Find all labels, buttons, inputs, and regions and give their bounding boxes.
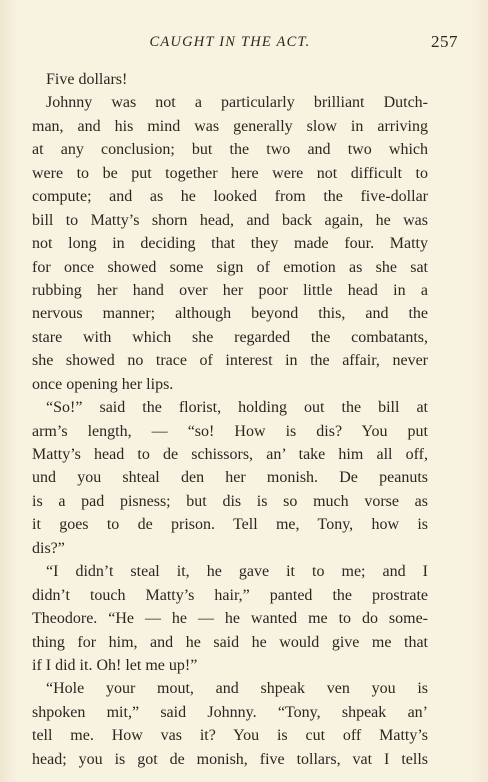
text-line: “So!” said the florist, holding out the bill at (46, 399, 428, 417)
text-line: “I didn’t steal it, he gave it to me; and I (46, 563, 428, 581)
chapter-title: CAUGHT IN THE ACT. (149, 34, 311, 50)
text-line: not long in deciding that they made four. Matty (32, 235, 428, 253)
text-line: for once showed some sign of emotion as she sat (32, 258, 428, 276)
text-line: bill to Matty’s shorn head, and back again, he was (32, 211, 428, 229)
text-line: Theodore. “He — he — he wanted me to do some- (32, 610, 428, 628)
text-line: rubbing her hand over her poor little head in a (32, 281, 428, 299)
text-line: didn’t touch Matty’s hair,” panted the prostrate (32, 586, 428, 604)
text-line: shpoken mit,” said Johnny. “Tony, shpeak an’ (32, 703, 428, 721)
text-line: compute; and as he looked from the five-dollar (32, 188, 428, 206)
text-line: is a pad pisness; but dis is so much vorse as (32, 492, 428, 510)
text-line: “Hole your mout, and shpeak ven you is (46, 680, 428, 698)
text-line: she showed no trace of interest in the affair, never (32, 352, 428, 370)
text-line: Five dollars! (46, 71, 128, 88)
text-line: Matty’s head to de schissors, an’ take him all off, (32, 446, 428, 463)
text-line: thing for him, and he said he would give me that (32, 633, 428, 651)
text-line: tell me. How vas it? You is cut off Matty’s (32, 727, 428, 745)
running-head (30, 32, 458, 54)
text-line: und you shteal den her monish. De peanuts (32, 469, 428, 487)
text-line: Johnny was not a particularly brilliant Dutch- (46, 94, 428, 112)
text-line: arm’s length, — “so! How is dis? You put (32, 422, 428, 440)
text-line: head; you is got de monish, five tollars, vat I tells (32, 750, 428, 768)
text-line: were to be put together here were not difficult to (32, 164, 428, 182)
text-line: once opening her lips. (32, 375, 174, 393)
body-text (32, 68, 428, 771)
text-line: dis?” (32, 539, 65, 557)
text-line: it goes to de prison. Tell me, Tony, how is (32, 516, 428, 534)
text-line: if I did it. Oh! let me up!” (32, 656, 198, 674)
text-line: at any conclusion; but the two and two which (32, 141, 428, 159)
text-line: stare with which she regarded the combatants, (32, 328, 428, 346)
page-number: 257 (431, 32, 458, 51)
text-line: nervous manner; although beyond this, and the (32, 305, 428, 323)
text-line: man, and his mind was generally slow in arriving (32, 117, 428, 135)
